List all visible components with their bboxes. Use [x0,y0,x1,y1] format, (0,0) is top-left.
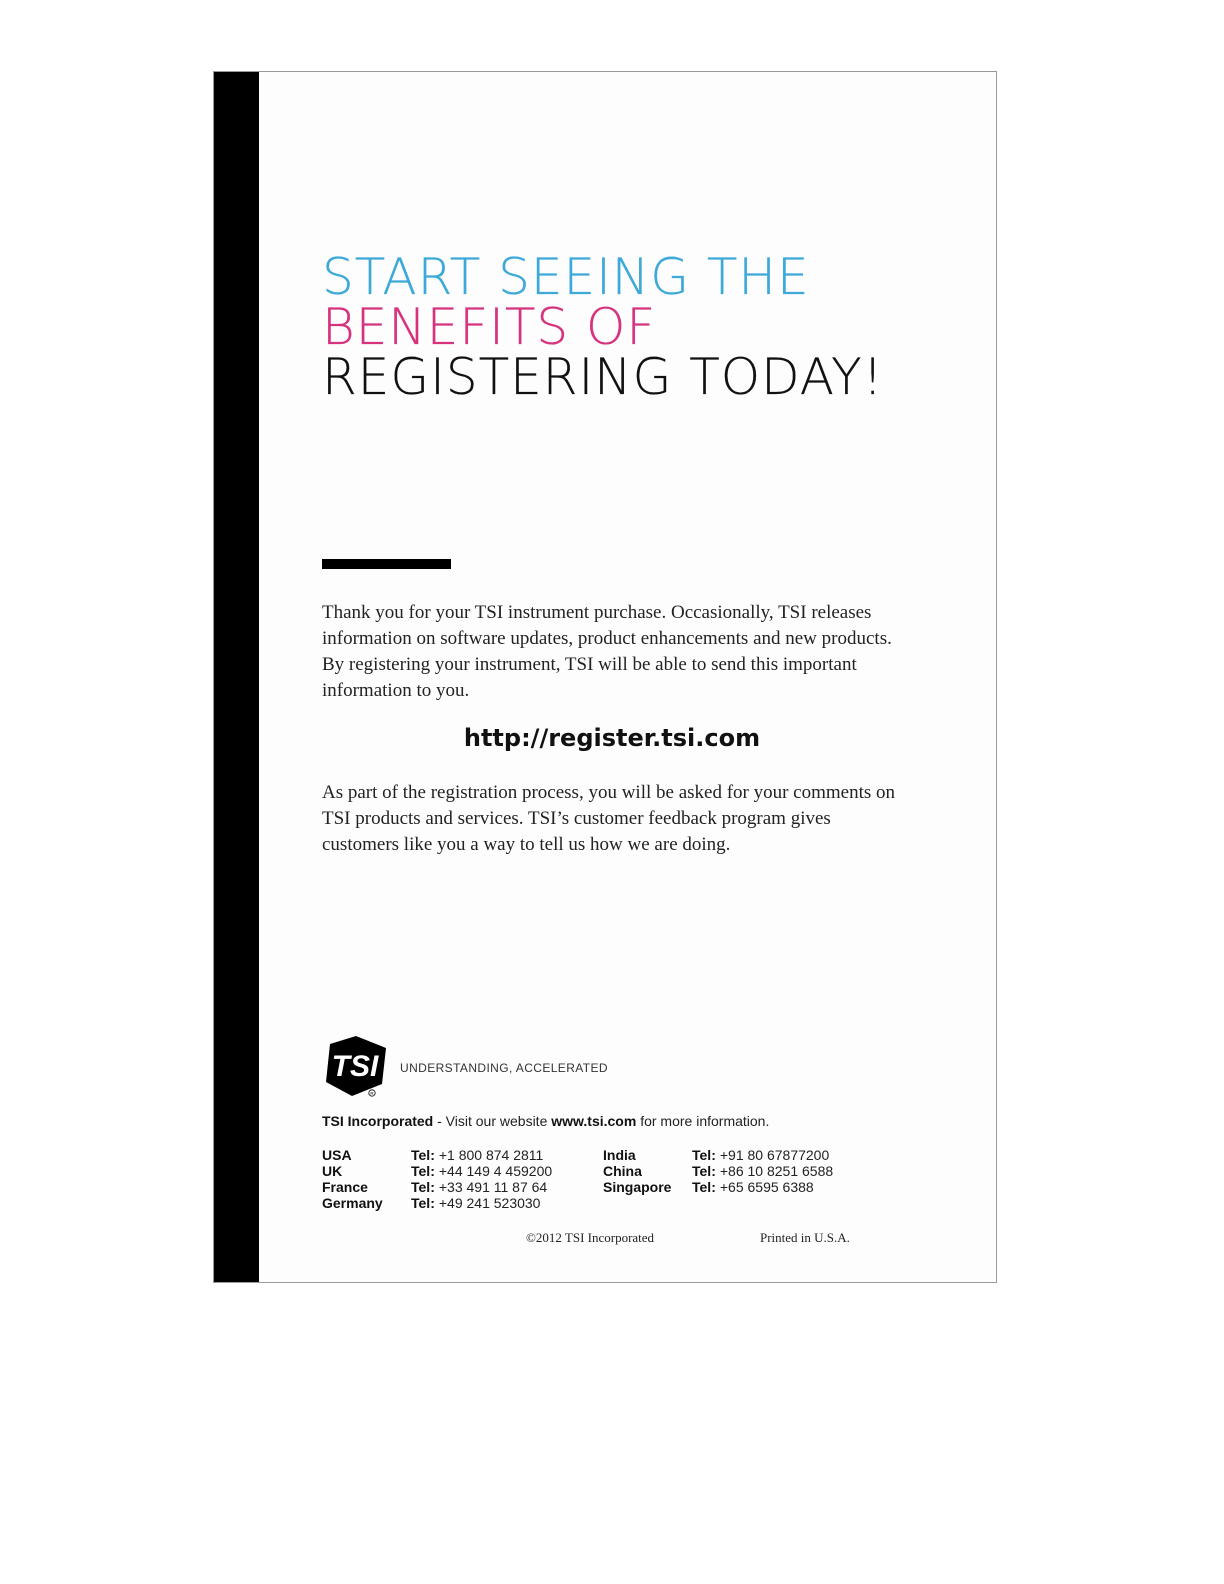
contact-country: India [603,1147,636,1163]
tel-label: Tel: [411,1163,435,1179]
tel-label: Tel: [411,1147,435,1163]
tel-label: Tel: [411,1179,435,1195]
contact-country: Singapore [603,1179,672,1195]
brand-tagline: UNDERSTANDING, ACCELERATED [400,1061,608,1075]
intro-paragraph: Thank you for your TSI instrument purchase. Occasionally, TSI releases information on software updates, product enhancements and new products. By registering your instrument, TSI will be able to send this important information to you. [322,602,892,701]
company-line-middle: - Visit our website [433,1113,552,1129]
document-page [213,71,997,1283]
headline [322,248,884,406]
section-divider-bar [322,559,451,569]
contacts-left-column [322,1147,552,1211]
contact-row [603,1147,833,1163]
contact-country: France [322,1179,368,1195]
headline-line-3: REGISTERING TODAY! [322,348,884,406]
contact-row [603,1163,833,1179]
contact-row [322,1163,552,1179]
contact-row [322,1195,552,1211]
tsi-logo-text: TSI [331,1050,379,1083]
tel-label: Tel: [411,1195,435,1211]
svg-text:R: R [370,1091,374,1096]
register-link[interactable]: http://register.tsi.com [463,724,761,752]
company-line-end: for more information. [636,1113,770,1129]
company-name: TSI Incorporated [322,1113,434,1129]
contact-row [603,1179,833,1195]
contact-phone: +33 491 11 87 64 [438,1179,548,1195]
tel-label: Tel: [692,1147,716,1163]
contacts-right-column [603,1147,833,1195]
contact-country: UK [322,1163,343,1179]
contact-country: Germany [322,1195,383,1211]
contact-country: USA [322,1147,352,1163]
black-spine-bar [214,72,259,1282]
tel-label: Tel: [692,1163,716,1179]
contact-country: China [603,1163,642,1179]
headline-line-2: BENEFITS OF [322,298,657,356]
printed-in-notice: Printed in U.S.A. [760,1230,850,1245]
contact-phone: +91 80 67877200 [719,1147,830,1163]
contact-phone: +65 6595 6388 [719,1179,814,1195]
contact-phone: +44 149 4 459200 [438,1163,553,1179]
company-info-line [322,1113,769,1129]
website-link[interactable]: www.tsi.com [551,1113,637,1129]
headline-line-1: START SEEING THE [322,248,810,306]
tsi-logo-icon [322,1034,390,1098]
contact-row [322,1147,552,1163]
contact-phone: +86 10 8251 6588 [719,1163,834,1179]
contact-row [322,1179,552,1195]
contact-phone: +1 800 874 2811 [438,1147,544,1163]
feedback-paragraph: As part of the registration process, you will be asked for your comments on TSI products and services. TSI’s customer feedback program gives customers like you a way to tell us how we are doing. [322,782,896,855]
contact-phone: +49 241 523030 [438,1195,541,1211]
copyright-notice: ©2012 TSI Incorporated [526,1230,655,1245]
tel-label: Tel: [692,1179,716,1195]
